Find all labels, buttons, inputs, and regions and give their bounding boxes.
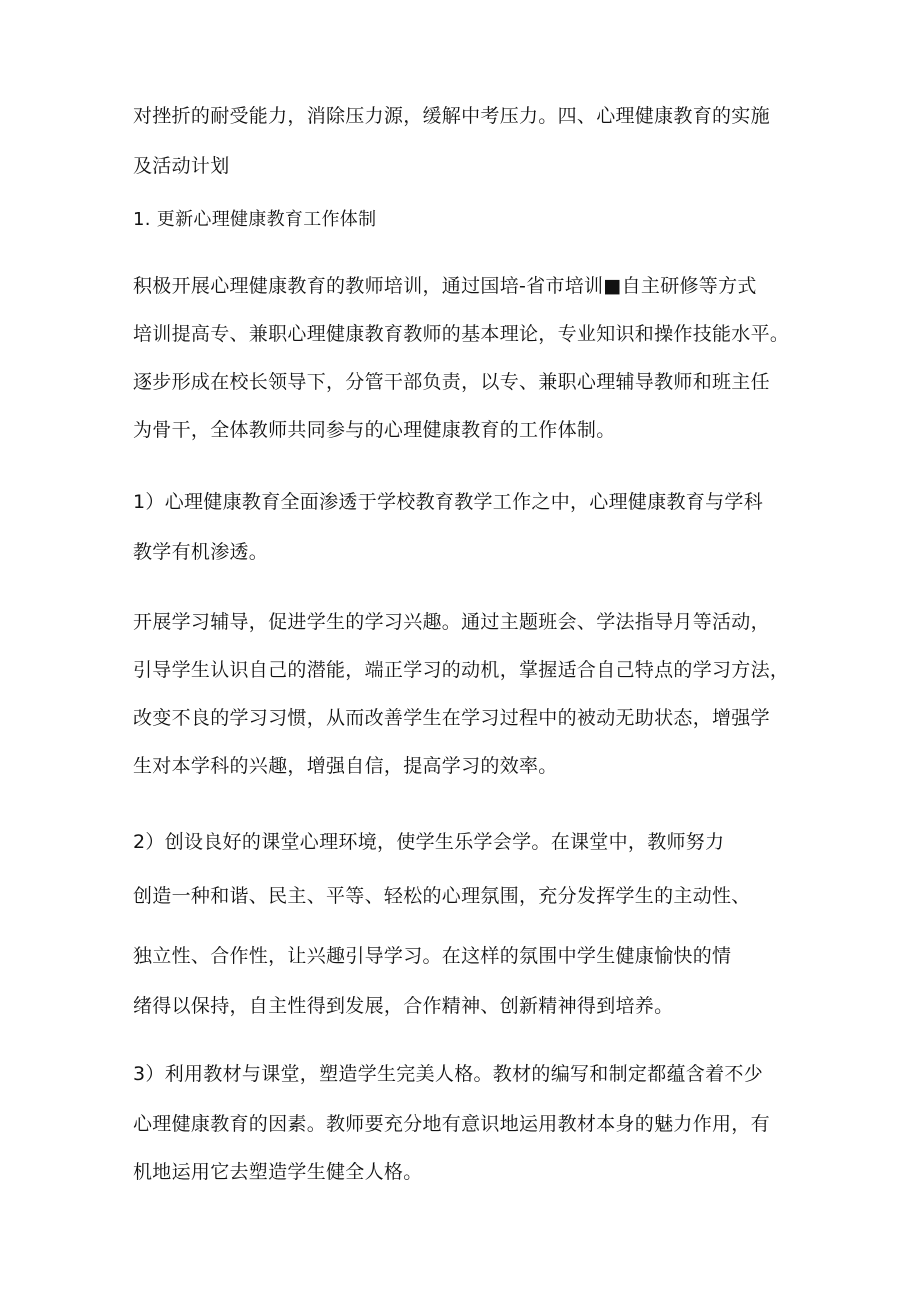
- item-1-line-2: 教学有机渗透。: [133, 541, 269, 563]
- training-paragraph-line-3: 逐步形成在校长领导下，分管干部负责，以专、兼职心理辅导教师和班主任: [133, 371, 770, 393]
- item-3-line-2: 心理健康教育的因素。教师要充分地有意识地运用教材本身的魅力作用，有: [133, 1113, 770, 1135]
- training-paragraph-line-4: 为骨干，全体教师共同参与的心理健康教育的工作体制。: [133, 419, 616, 441]
- intro-line-2: 及活动计划: [133, 155, 230, 177]
- item-2-line-4: 绪得以保持，自主性得到发展，合作精神、创新精神得到培养。: [133, 995, 674, 1017]
- learning-paragraph-line-4: 生对本学科的兴趣，增强自信，提高学习的效率。: [133, 755, 558, 777]
- item-3-line-3: 机地运用它去塑造学生健全人格。: [133, 1161, 423, 1183]
- training-paragraph-line-2: 培训提高专、兼职心理健康教育教师的基本理论，专业知识和操作技能水平。: [133, 323, 790, 345]
- learning-paragraph-line-3: 改变不良的学习习惯，从而改善学生在学习过程中的被动无助状态，增强学: [133, 707, 770, 729]
- intro-line-1: 对挫折的耐受能力，消除压力源，缓解中考压力。四、心理健康教育的实施: [133, 105, 770, 127]
- learning-paragraph-line-2: 引导学生认识自己的潜能，端正学习的动机，掌握适合自己特点的学习方法，: [133, 659, 790, 681]
- item-3-line-1: 3）利用教材与课堂，塑造学生完美人格。教材的编写和制定都蕴含着不少: [133, 1063, 763, 1085]
- training-paragraph-line-1: 积极开展心理健康教育的教师培训，通过国培-省市培训■自主研修等方式: [133, 275, 757, 297]
- learning-paragraph-line-1: 开展学习辅导，促进学生的学习兴趣。通过主题班会、学法指导月等活动，: [133, 611, 770, 633]
- item-1-line-1: 1）心理健康教育全面渗透于学校教育教学工作之中，心理健康教育与学科: [133, 491, 763, 513]
- item-2-line-1: 2）创设良好的课堂心理环境，使学生乐学会学。在课堂中，教师努力: [133, 831, 725, 853]
- item-2-line-2: 创造一种和谐、民主、平等、轻松的心理氛围，充分发挥学生的主动性、: [133, 885, 751, 907]
- section-heading: 1. 更新心理健康教育工作体制: [133, 209, 377, 230]
- item-2-line-3: 独立性、合作性，让兴趣引导学习。在这样的氛围中学生健康愉快的情: [133, 945, 732, 967]
